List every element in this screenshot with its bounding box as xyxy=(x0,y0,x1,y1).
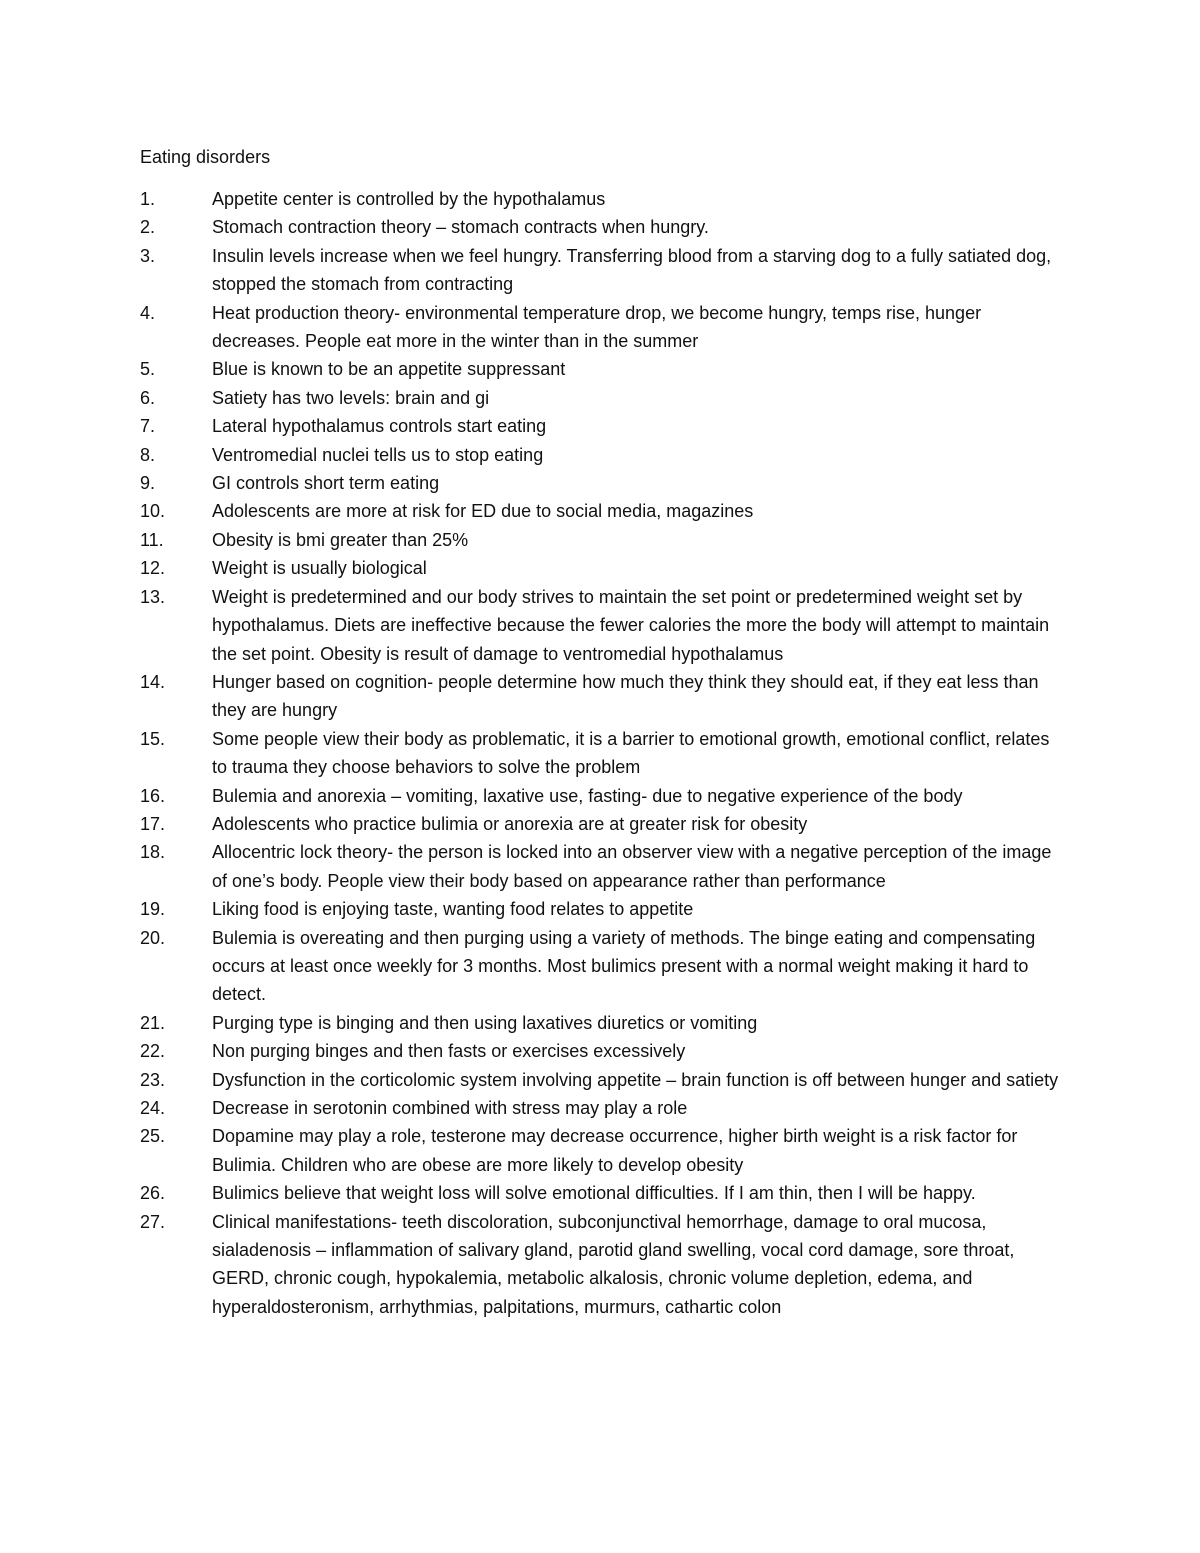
list-item-number: 6. xyxy=(140,387,156,408)
list-item xyxy=(0,782,1200,810)
list-item-number: 1. xyxy=(140,189,156,209)
list-item-number: 26. xyxy=(140,1183,166,1204)
list-item-text: Bulemia and anorexia – vomiting, laxative use, fasting- due to negative experience of the body xyxy=(212,785,963,806)
list-item xyxy=(0,355,1200,383)
list-item-number: 22. xyxy=(140,1041,166,1062)
list-item-number: 19. xyxy=(140,899,166,920)
list-item-number: 8. xyxy=(140,444,156,465)
list-item-number: 27. xyxy=(140,1211,166,1232)
list-item-text: Heat production theory- environmental temperature drop, we become hungry, temps rise, hunger decreases. People eat more in the winter than in the summer xyxy=(212,302,982,352)
list-item-number: 3. xyxy=(140,245,156,266)
list-item xyxy=(0,725,1200,782)
list-item-number: 25. xyxy=(140,1126,166,1147)
list-item-number: 23. xyxy=(140,1069,166,1090)
list-item xyxy=(0,895,1200,923)
list-item xyxy=(0,1009,1200,1037)
list-item-text: Dopamine may play a role, testerone may decrease occurrence, higher birth weight is a risk factor for Bulimia. Children who are obese are more likely to develop obesity xyxy=(212,1126,1018,1175)
list-item xyxy=(0,838,1200,895)
list-item-number: 4. xyxy=(140,302,156,323)
list-item-number: 5. xyxy=(140,359,156,380)
list-item-text: Satiety has two levels: brain and gi xyxy=(212,387,490,408)
list-item xyxy=(0,1122,1200,1179)
list-item-text: GI controls short term eating xyxy=(212,473,440,494)
list-item xyxy=(0,1066,1200,1094)
list-item-text: Some people view their body as problematic, it is a barrier to emotional growth, emotional conflict, relates to trauma they choose behaviors to solve the problem xyxy=(212,728,1050,778)
list-item-text: Decrease in serotonin combined with stress may play a role xyxy=(212,1098,688,1118)
list-item xyxy=(0,497,1200,525)
list-item-number: 20. xyxy=(140,927,166,948)
list-item xyxy=(0,1037,1200,1065)
list-item xyxy=(0,412,1200,440)
list-item-text: Bulemia is overeating and then purging using a variety of methods. The binge eating and compensating occurs at least once weekly for 3 months. Most bulimics present with a normal weight making it hard to detect. xyxy=(212,927,1036,1005)
list-item xyxy=(0,242,1200,299)
list-item-number: 13. xyxy=(140,586,166,607)
list-item-number: 21. xyxy=(140,1012,166,1033)
list-item-text: Obesity is bmi greater than 25% xyxy=(212,529,469,550)
document-title: Eating disorders xyxy=(140,147,271,167)
list-item xyxy=(0,384,1200,412)
list-item xyxy=(0,924,1200,1009)
list-item-text: Purging type is binging and then using laxatives diuretics or vomiting xyxy=(212,1012,758,1033)
list-item xyxy=(0,441,1200,469)
list-item-text: Hunger based on cognition- people determine how much they think they should eat, if they eat less than they are hungry xyxy=(212,671,1039,721)
list-item-text: Adolescents are more at risk for ED due to social media, magazines xyxy=(212,501,754,522)
list-item-number: 11. xyxy=(140,529,164,550)
list-item xyxy=(0,810,1200,838)
list-item xyxy=(0,554,1200,582)
list-item-text: Allocentric lock theory- the person is locked into an observer view with a negative perception of the image of one’s body. People view their body based on appearance rather than performance xyxy=(212,842,1052,891)
list-item-number: 9. xyxy=(140,473,156,494)
list-item-text: Adolescents who practice bulimia or anorexia are at greater risk for obesity xyxy=(212,813,808,834)
list-item-text: Non purging binges and then fasts or exercises excessively xyxy=(212,1041,686,1062)
list-item-number: 17. xyxy=(140,813,166,834)
list-item-text: Clinical manifestations- teeth discoloration, subconjunctival hemorrhage, damage to oral mucosa, sialadenosis – inflammation of salivary gland, parotid gland swelling, vocal cord damage, sore throat, GERD, chronic cough, hypokalemia, metabolic alkalosis, chronic volume depletion, edema, and hyperaldosteronism, arrhythmias, palpitations, murmurs, cathartic colon xyxy=(212,1211,1015,1317)
list-item xyxy=(0,469,1200,497)
list-item-text: Insulin levels increase when we feel hungry. Transferring blood from a starving dog to a fully satiated dog, stopped the stomach from contracting xyxy=(212,245,1052,295)
list-item xyxy=(0,583,1200,668)
list-item-text: Bulimics believe that weight loss will solve emotional difficulties. If I am thin, then I will be happy. xyxy=(212,1183,976,1204)
list-item-number: 16. xyxy=(140,785,166,806)
list-item-text: Blue is known to be an appetite suppressant xyxy=(212,359,566,380)
list-item xyxy=(0,299,1200,356)
numbered-list xyxy=(0,185,1200,1321)
list-item-text: Lateral hypothalamus controls start eating xyxy=(212,416,547,437)
list-item xyxy=(0,668,1200,725)
list-item-number: 12. xyxy=(140,558,166,579)
list-item-number: 15. xyxy=(140,728,166,749)
list-item-text: Stomach contraction theory – stomach contracts when hungry. xyxy=(212,217,709,238)
list-item-number: 18. xyxy=(140,842,166,863)
list-item xyxy=(0,1094,1200,1122)
list-item xyxy=(0,1179,1200,1207)
list-item-text: Liking food is enjoying taste, wanting food relates to appetite xyxy=(212,899,694,920)
list-item xyxy=(0,526,1200,554)
list-item xyxy=(0,1208,1200,1322)
list-item-number: 7. xyxy=(140,416,156,437)
list-item-text: Appetite center is controlled by the hypothalamus xyxy=(212,189,606,209)
list-item-number: 24. xyxy=(140,1098,166,1118)
list-item-text: Weight is usually biological xyxy=(212,558,427,579)
list-item-number: 14. xyxy=(140,671,166,692)
list-item xyxy=(0,213,1200,241)
list-item-number: 2. xyxy=(140,217,156,238)
list-item-text: Ventromedial nuclei tells us to stop eating xyxy=(212,444,544,465)
list-item-number: 10. xyxy=(140,501,166,522)
list-item xyxy=(0,185,1200,213)
list-item-text: Weight is predetermined and our body strives to maintain the set point or predetermined weight set by hypothalamus. Diets are ineffective because the fewer calories the more the body will attempt to maintain the set point. Obesity is result of damage to ventromedial hypothalamus xyxy=(212,586,1050,664)
list-item-text: Dysfunction in the corticolomic system involving appetite – brain function is off between hunger and satiety xyxy=(212,1069,1059,1090)
